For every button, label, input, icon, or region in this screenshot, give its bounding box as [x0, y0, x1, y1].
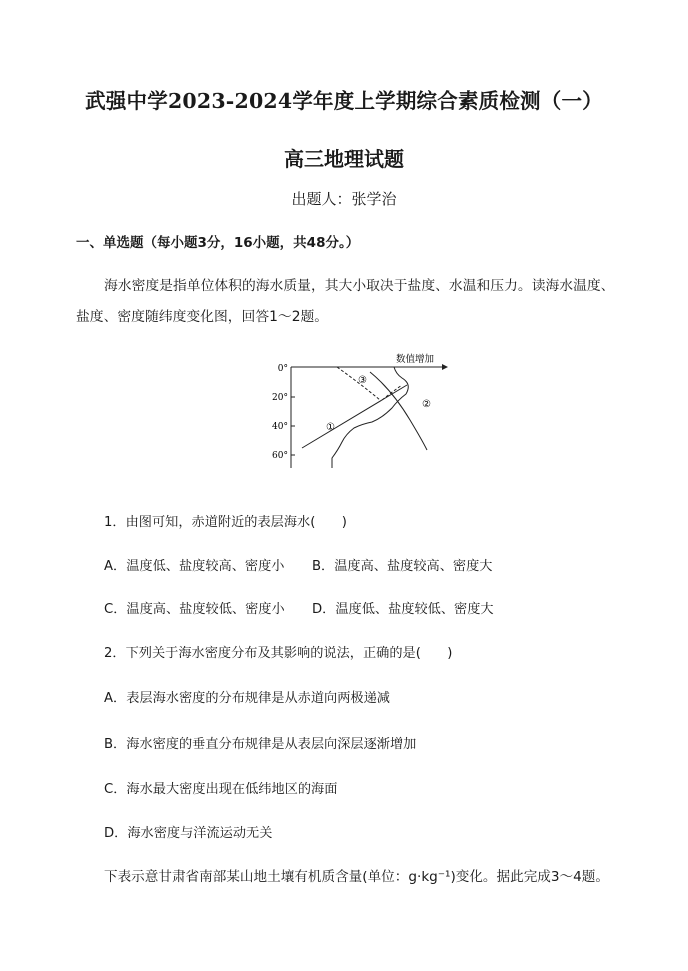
question-1-option-b[interactable]: B．温度高、盐度较高、密度大: [312, 559, 493, 574]
y-tick-label: 40°: [272, 422, 288, 432]
curve-wavy: [332, 367, 408, 468]
question-1-option-a[interactable]: A．温度低、盐度较高、密度小: [104, 559, 285, 574]
curve-1: [302, 385, 407, 448]
section-heading: 一、单选题（每小题3分，16小题，共48分。）: [76, 235, 360, 251]
table-intro-text: 下表示意甘肃省南部某山地土壤有机质含量(单位：g·kg⁻¹)变化。据此完成3～4题。: [104, 869, 609, 885]
curve-label-2: ②: [422, 399, 431, 410]
question-2-option-c[interactable]: C．海水最大密度出现在低纬地区的海面: [104, 782, 338, 797]
intro-line-1: 海水密度是指单位体积的海水质量，其大小取决于盐度、水温和压力。读海水温度、: [104, 278, 615, 294]
curve-label-1: ①: [326, 422, 335, 433]
exam-title: 武强中学2023-2024学年度上学期综合素质检测（一）: [85, 89, 603, 113]
density-latitude-figure: [262, 350, 452, 475]
question-2-option-d[interactable]: D．海水密度与洋流运动无关: [104, 826, 273, 841]
curve-2: [370, 372, 427, 450]
question-2-stem: 2．下列关于海水密度分布及其影响的说法，正确的是( ): [104, 646, 453, 661]
y-tick-label: 60°: [272, 451, 288, 461]
y-tick-label: 0°: [277, 364, 288, 374]
exam-author: 出题人：张学治: [291, 190, 397, 208]
x-axis-label: 数值增加: [396, 354, 435, 365]
question-1-option-c[interactable]: C．温度高、盐度较低、密度小: [104, 602, 285, 617]
question-1-option-d[interactable]: D．温度低、盐度较低、密度大: [312, 602, 494, 617]
question-2-option-a[interactable]: A．表层海水密度的分布规律是从赤道向两极递减: [104, 691, 390, 706]
x-axis-arrow: [442, 364, 448, 370]
question-1-stem: 1．由图可知，赤道附近的表层海水( ): [104, 515, 347, 530]
curve-label-3: ③: [358, 375, 367, 386]
question-2-option-b[interactable]: B．海水密度的垂直分布规律是从表层向深层逐渐增加: [104, 737, 417, 752]
exam-subtitle: 高三地理试题: [284, 147, 404, 171]
y-tick-label: 20°: [272, 393, 288, 403]
intro-line-2: 盐度、密度随纬度变化图，回答1～2题。: [76, 309, 329, 325]
